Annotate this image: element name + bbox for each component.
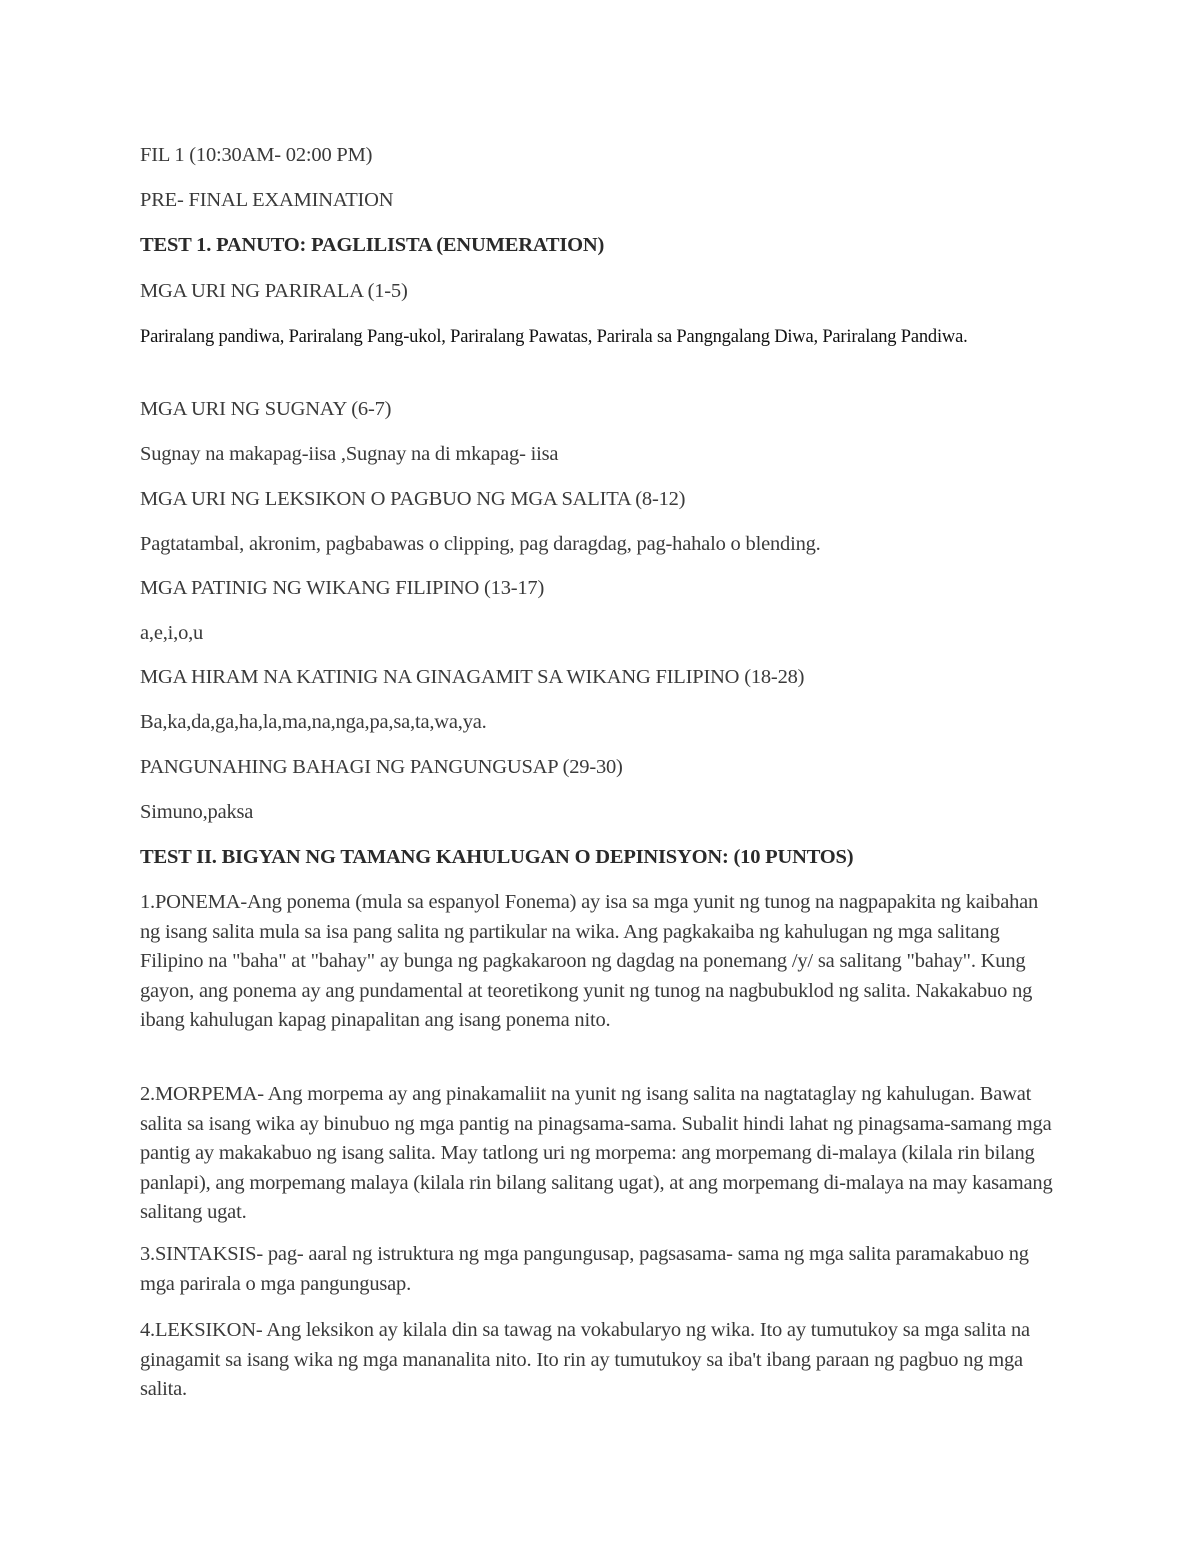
section-heading-patinig: MGA PATINIG NG WIKANG FILIPINO (13-17) [140,577,545,599]
section-heading-parirala: MGA URI NG PARIRALA (1-5) [140,280,408,302]
course-header: FIL 1 (10:30AM- 02:00 PM) [140,144,373,166]
section-answer-leksikon: Pagtatambal, akronim, pagbabawas o clipping, pag daragdag, pag-hahalo o blending. [140,533,821,555]
section-heading-sugnay: MGA URI NG SUGNAY (6-7) [140,398,392,420]
definition-ponema: 1.PONEMA-Ang ponema (mula sa espanyol Fonema) ay isa sa mga yunit ng tunog na nagpapakita ng kaibahan ng isang salita mula sa isa pang salita ng partikular na wika. Ang pagkakaiba ng kahulugan ng mga salitang Filipino na "baha" at "bahay" ay bunga ng pagkakaroon ng dagdag na ponemang /y/ sa salitang "bahay". Kung gayon, ang ponema ay ang pundamental at teoretikong yunit ng tunog na nagbubuklod ng salita. Nakakabuo ng ibang kahulugan kapag pinapalitan ang isang ponema nito. [140,891,1039,1031]
definition-leksikon: 4.LEKSIKON- Ang leksikon ay kilala din sa tawag na vokabularyo ng wika. Ito ay tumutukoy sa mga salita na ginagamit sa isang wika ng mga mananalita nito. Ito rin ay tumutukoy sa iba't ibang paraan ng pagbuo ng mga salita. [140,1319,1030,1400]
section-heading-leksikon: MGA URI NG LEKSIKON O PAGBUO NG MGA SALITA (8-12) [140,488,686,510]
section-answer-parirala: Pariralang pandiwa, Pariralang Pang-ukol, Pariralang Pawatas, Parirala sa Pangngalang Diwa, Pariralang Pandiwa. [140,327,968,347]
section-answer-sugnay: Sugnay na makapag-iisa ,Sugnay na di mkapag- iisa [140,443,559,465]
section-answer-katinig: Ba,ka,da,ga,ha,la,ma,na,nga,pa,sa,ta,wa,ya. [140,711,487,733]
section-heading-katinig: MGA HIRAM NA KATINIG NA GINAGAMIT SA WIKANG FILIPINO (18-28) [140,666,805,688]
section-answer-patinig: a,e,i,o,u [140,622,204,644]
exam-title: PRE- FINAL EXAMINATION [140,189,394,211]
section-answer-bahagi: Simuno,paksa [140,801,254,823]
section-heading-bahagi: PANGUNAHING BAHAGI NG PANGUNGUSAP (29-30) [140,756,623,778]
definition-morpema: 2.MORPEMA- Ang morpema ay ang pinakamaliit na yunit ng isang salita na nagtataglay ng kahulugan. Bawat salita sa isang wika ay binubuo ng mga pantig na pinagsama-sama. Subalit hindi lahat ng pinagsama-samang mga pantig ay makakabuo ng isang salita. May tatlong uri ng morpema: ang morpemang di-malaya (kilala rin bilang panlapi), ang morpemang malaya (kilala rin bilang salitang ugat), at ang morpemang di-malaya na may kasamang salitang ugat. [140,1083,1053,1223]
test2-title: TEST II. BIGYAN NG TAMANG KAHULUGAN O DEPINISYON: (10 PUNTOS) [140,846,854,868]
definition-sintaksis: 3.SINTAKSIS- pag- aaral ng istruktura ng mga pangungusap, pagsasama- sama ng mga salita paramakabuo ng mga parirala o mga pangungusap. [140,1243,1029,1295]
test1-title: TEST 1. PANUTO: PAGLILISTA (ENUMERATION) [140,234,605,256]
